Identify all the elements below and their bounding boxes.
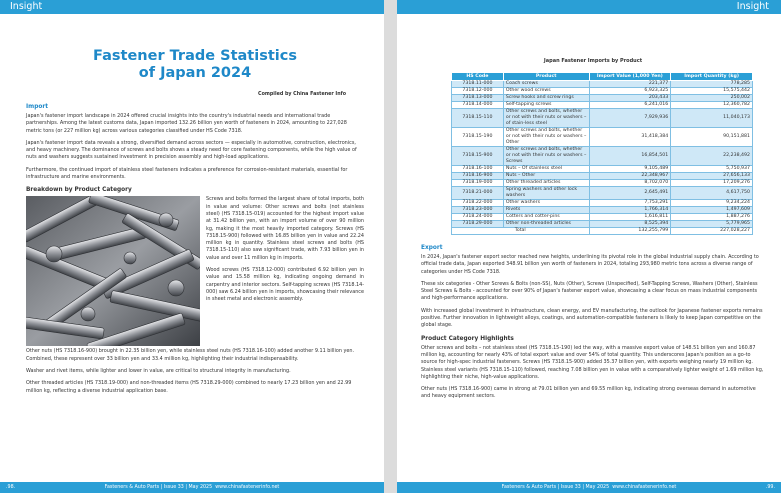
table-cell-qty: 17,209,276 — [671, 180, 753, 187]
paragraph: Washer and rivet items, while lighter and lower in value, are critical to structural integrity in manufacturing. — [26, 367, 291, 374]
table-row — [452, 214, 753, 221]
footer-info: Fasteners & Auto Parts | Issue 33 | May 2025 www.chinafastenerinfo.net — [501, 485, 677, 490]
section-tag: Insight — [4, 0, 48, 14]
table-row — [452, 207, 753, 214]
byline: Compiled by China Fastener Info — [258, 92, 346, 97]
table-cell-qty: 4,617,750 — [671, 187, 753, 200]
table-cell-value: 7,929,936 — [589, 109, 671, 128]
right-content — [421, 14, 765, 406]
table-row — [452, 221, 753, 228]
table-row — [452, 109, 753, 128]
breakdown-section — [26, 196, 364, 348]
table-cell-value: 9,105,489 — [589, 166, 671, 173]
table-cell-product: Other screws and bolts, whether or not with their nuts or washers – of stain-less steel — [503, 109, 589, 128]
table-cell-code: 7318.16-100 — [452, 166, 504, 173]
breakdown-heading: Breakdown by Product Category — [26, 187, 132, 194]
table-cell-code: 7318.11-000 — [452, 81, 504, 88]
table-cell-product: Self-tapping screws — [503, 102, 589, 109]
table-cell-value: 6,923,325 — [589, 88, 671, 95]
total-quantity: 227,028,227 — [671, 228, 753, 235]
table-cell-code: 7318.16-900 — [452, 173, 504, 180]
table-cell-code: 7318.24-000 — [452, 214, 504, 221]
table-row — [452, 128, 753, 147]
table-cell-product: Coach screws — [503, 81, 589, 88]
section-tag: Insight — [731, 0, 775, 14]
table-cell-qty: 12,360,782 — [671, 102, 753, 109]
table-cell-product: Other non-threaded articles — [503, 221, 589, 228]
table-cell-code: 7318.15-190 — [452, 128, 504, 147]
left-content — [26, 14, 364, 400]
table-row — [452, 180, 753, 187]
table-row — [452, 187, 753, 200]
left-header-bar — [0, 0, 384, 14]
table-cell-product: Screw hooks and screw rings — [503, 95, 589, 102]
table-cell-value: 8,525,394 — [589, 221, 671, 228]
table-title: Japan Fastener Imports by Product — [543, 58, 643, 64]
footer-info: Fasteners & Auto Parts | Issue 33 | May 2025 www.chinafastenerinfo.net — [104, 485, 280, 490]
table-cell-product: Nuts – Other — [503, 173, 589, 180]
table-cell-product: Rivets — [503, 207, 589, 214]
table-cell-qty: 1,497,609 — [671, 207, 753, 214]
table-cell-value: 1,766,314 — [589, 207, 671, 214]
import-heading: Import — [26, 104, 48, 110]
table-cell-value: 221,377 — [589, 81, 671, 88]
right-header-bar — [397, 0, 781, 14]
table-cell-code: 7318.12-000 — [452, 88, 504, 95]
paragraph: Japan's fastener import landscape in 2024 offered crucial insights into the country's industrial needs and international trade partnerships. Among the latest customs data, Japan imported 132.26 billion yen worth of fasteners in 2024, amounting to 227,028 metric tons (or 227 million kg) across various categories classified under HS Code 7318. — [26, 113, 347, 134]
column-header: HS Code — [452, 73, 504, 81]
export-heading: Export — [421, 245, 443, 251]
highlights-heading: Product Category Highlights — [421, 335, 514, 342]
table-cell-qty: 90,151,881 — [671, 128, 753, 147]
paragraph: Other nuts (HS 7318.16-900) brought in 22.35 billion yen, while stainless steel nuts (HS 7318.16-100) added another 9.11 billion yen. Combined, these represent over 33 billion yen and 33.4 million kg, highlighting their industrial indispensability. — [26, 348, 355, 362]
table-cell-product: Other threaded articles — [503, 180, 589, 187]
table-cell-code: 7318.13-000 — [452, 95, 504, 102]
table-cell-product: Other screws and bolts, whether or not with their nuts or washers – Screws — [503, 147, 589, 166]
column-header: Product — [503, 73, 589, 81]
paragraph: These six categories - Other Screws & Bolts (non-SS), Nuts (Other), Screws (Unspecified), Self-Tapping Screws, Washers (Other), Stainless Steel Screws & Bolts - accounted for over 90% of Japan's fastener export value, showcasing a clear focus on mass industrial components and high-performance applications. — [421, 280, 758, 302]
total-label: Total — [452, 228, 590, 235]
total-value: 132,255,799 — [589, 228, 671, 235]
paragraph: With increased global investment in infrastructure, clean energy, and EV manufacturing, the outlook for Japanese fastener exports remains positive. Further innovation in lightweight alloys, coatings, and automation-compatible fasteners is likely to keep Japan competitive on the global stage. — [421, 307, 763, 329]
table-cell-qty: 11,040,173 — [671, 109, 753, 128]
table-row — [452, 81, 753, 88]
table-cell-value: 1,616,811 — [589, 214, 671, 221]
table-cell-product: Nuts – Of stainless steel — [503, 166, 589, 173]
table-cell-code: 7318.23-000 — [452, 207, 504, 214]
table-cell-qty: 15,575,442 — [671, 88, 753, 95]
table-cell-qty: 778,285 — [671, 81, 753, 88]
paragraph: Japan's fastener import data reveals a strong, diversified demand across sectors — especially in automotive, construction, electronics, and heavy machinery. The dominance of screws and bolts shows a steady need for core fastening components, while the high value of nuts and washers suggests sustained investment in precision assembly and high-load applications. — [26, 139, 357, 161]
table-cell-value: 6,241,016 — [589, 102, 671, 109]
paragraph: In 2024, Japan's fastener export sector reached new heights, underlining its pivotal role in the global industrial supply chain. According to official trade data, Japan exported 348.91 billion yen worth of fasteners in 2024, totaling 293,980 metric tons across a diverse range of categories under HS Code 7318. — [421, 254, 759, 275]
table-total-row — [452, 228, 753, 235]
paragraph: Other screws and bolts – not stainless steel (HS 7318.15-190) led the way, with a massive export value of 148.51 billion yen and 160.87 million kg, accounting for nearly 43% of total export value and over 54% of total quantity. This underscores Japan's position as a go-to source for high-spec industrial fasteners. Screws (HS 7318.15-900) added 35.37 billion yen, with exports weighing nearly 19 million kg. Stainless steel variants (HS 7318.15-110) followed, reaching 7.08 billion yen in value with a comparatively lighter weight of 1.69 million kg, highlighting their niche, high-value applications. — [421, 344, 764, 380]
left-footer-bar — [0, 482, 384, 493]
table-cell-code: 7318.22-000 — [452, 200, 504, 207]
right-page — [397, 0, 781, 493]
table-row — [452, 173, 753, 180]
table-cell-value: 203,433 — [589, 95, 671, 102]
table-cell-code: 7318.15-110 — [452, 109, 504, 128]
table-row — [452, 147, 753, 166]
table-cell-value: 2,645,491 — [589, 187, 671, 200]
right-footer-bar — [397, 482, 781, 493]
table-cell-value: 8,702,070 — [589, 180, 671, 187]
table-row — [452, 88, 753, 95]
table-cell-qty: 1,887,276 — [671, 214, 753, 221]
table-cell-code: 7318.15-900 — [452, 147, 504, 166]
table-cell-qty: 5,750,937 — [671, 166, 753, 173]
left-page — [0, 0, 384, 493]
column-header: Import Value (1,000 Yen) — [589, 73, 671, 81]
table-cell-product: Cotters and cotter-pins — [503, 214, 589, 221]
table-cell-value: 16,854,501 — [589, 147, 671, 166]
table-cell-qty: 22,238,492 — [671, 147, 753, 166]
page-number: .98. — [6, 485, 16, 490]
bolts-photo — [26, 196, 200, 346]
paragraph: Other nuts (HS 7318.16-900) came in strong at 79.01 billion yen and 69.55 million kg, indicating strong overseas demand in automotive and heavy equipment sectors. — [421, 386, 756, 400]
table-cell-code: 7318.14-000 — [452, 102, 504, 109]
table-cell-value: 7,753,291 — [589, 200, 671, 207]
table-cell-qty: 9,234,224 — [671, 200, 753, 207]
table-cell-value: 31,418,384 — [589, 128, 671, 147]
table-row — [452, 95, 753, 102]
paragraph: Screws and bolts formed the largest share of total imports, both in value and volume: Other screws and bolts (not stainless steel) (HS 7318.15-019) accounted for the highest import value at 31.42 billion yen, with an import volume of over 90 million kg, making it the most heavily imported category. Screws (HS 7318.15-900) followed with 16.85 billion yen in value and 22.24 million kg in quantity. Stainless steel screws and bolts (HS 7318.15-110) also saw significant trade, with 7.93 billion yen in value and over 11 million kg in imports. — [206, 196, 364, 261]
table-cell-code: 7318.19-000 — [452, 180, 504, 187]
article-title: Fastener Trade Statistics of Japan 2024 — [93, 48, 297, 81]
table-row — [452, 102, 753, 109]
paragraph: Wood screws (HS 7318.12-000) contributed 6.92 billion yen in value and 15.58 million kg, indicating ongoing demand in carpentry and interior sectors. Self-tapping screws (HS 7318.14-000) saw 6.24 billion yen in imports, showcasing their relevance in sheet metal and electronic assembly. — [206, 267, 364, 303]
page-number: .99. — [765, 485, 775, 490]
paragraph: Other threaded articles (HS 7318.19-000) and non-threaded items (HS 7318.29-000) combined to nearly 17.23 billion yen and 22.99 million kg, reflecting a diverse industrial application base. — [26, 380, 352, 394]
table-cell-value: 22,348,967 — [589, 173, 671, 180]
table-cell-code: 7318.29-000 — [452, 221, 504, 228]
table-cell-qty: 250,002 — [671, 95, 753, 102]
table-cell-code: 7318.21-000 — [452, 187, 504, 200]
paragraph: Furthermore, the continued import of stainless steel fasteners indicates a preference for corrosion-resistant materials, essential for infrastructure and marine environments. — [26, 166, 348, 181]
table-cell-qty: 5,779,965 — [671, 221, 753, 228]
table-row — [452, 166, 753, 173]
table-header-row — [452, 73, 753, 81]
table-cell-qty: 27,656,133 — [671, 173, 753, 180]
table-cell-product: Other wood screws — [503, 88, 589, 95]
table-cell-product: Other screws and bolts, whether or not with their nuts or washers – Other — [503, 128, 589, 147]
table-cell-product: Other washers — [503, 200, 589, 207]
table-row — [452, 200, 753, 207]
table-cell-product: Spring washers and other lock washers — [503, 187, 589, 200]
imports-table — [451, 72, 753, 235]
column-header: Import Quantity (kg) — [671, 73, 753, 81]
